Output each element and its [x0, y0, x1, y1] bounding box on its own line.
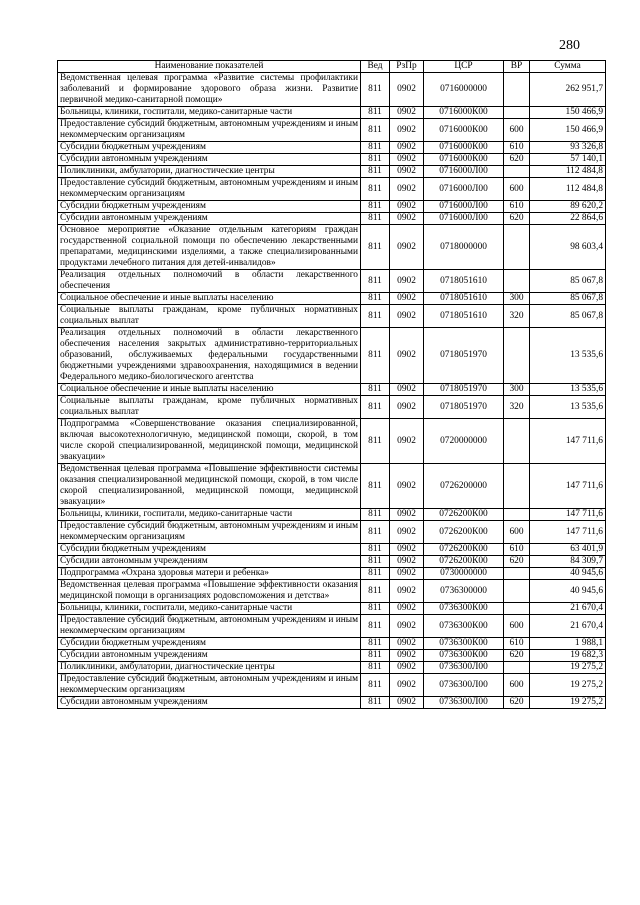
row-ved-cell: 811 [361, 293, 390, 305]
row-csr-cell: 0718051610 [424, 270, 504, 293]
row-vr-cell [504, 73, 530, 107]
table-row [58, 674, 606, 697]
row-name-cell: Реализация отдельных полномочий в области лекарственного обеспечения населения закрытых административно-территориальных образований, обслуживаемых федеральными государственными бюджетными учреждениями здравоохранения, находящимися в ведении Федерального медико-биологического агентства [58, 328, 361, 384]
row-rzpr-cell: 0902 [390, 107, 424, 119]
row-vr-cell: 320 [504, 396, 530, 419]
row-sum-cell: 112 484,8 [530, 166, 606, 178]
row-name-cell: Субсидии автономным учреждениям [58, 154, 361, 166]
row-rzpr-cell: 0902 [390, 396, 424, 419]
row-name-cell: Поликлиники, амбулатории, диагностические центры [58, 166, 361, 178]
row-csr-cell: 0726200К00 [424, 521, 504, 544]
row-csr-cell: 0736300К00 [424, 638, 504, 650]
row-name-cell: Предоставление субсидий бюджетным, автономным учреждениям и иным некоммерческим организациям [58, 178, 361, 201]
row-vr-cell: 300 [504, 293, 530, 305]
row-name-cell: Субсидии бюджетным учреждениям [58, 638, 361, 650]
column-header-rzpr: РзПр [390, 61, 424, 73]
row-name-cell: Больницы, клиники, госпитали, медико-санитарные части [58, 603, 361, 615]
row-csr-cell: 0716000000 [424, 73, 504, 107]
row-ved-cell: 811 [361, 384, 390, 396]
row-vr-cell: 620 [504, 650, 530, 662]
row-sum-cell: 147 711,6 [530, 521, 606, 544]
row-sum-cell: 13 535,6 [530, 328, 606, 384]
row-ved-cell: 811 [361, 580, 390, 603]
row-name-cell: Предоставление субсидий бюджетным, автономным учреждениям и иным некоммерческим организациям [58, 521, 361, 544]
column-header-sum: Сумма [530, 61, 606, 73]
row-name-cell: Ведомственная целевая программа «Повышение эффективности системы оказания специализированной медицинской помощи, скорой, в том числе скорой специализированной, медицинской помощи, медицинской эвакуации» [58, 464, 361, 509]
row-sum-cell: 150 466,9 [530, 107, 606, 119]
column-header-csr: ЦСР [424, 61, 504, 73]
table-row [58, 568, 606, 580]
row-rzpr-cell: 0902 [390, 638, 424, 650]
table-row [58, 615, 606, 638]
row-rzpr-cell: 0902 [390, 556, 424, 568]
table-header-row [58, 61, 606, 73]
row-name-cell: Субсидии автономным учреждениям [58, 697, 361, 709]
row-vr-cell: 620 [504, 213, 530, 225]
row-name-cell: Ведомственная целевая программа «Развитие системы профилактики заболеваний и формирование здорового образа жизни. Развитие первичной медико-санитарной помощи» [58, 73, 361, 107]
table-body [58, 73, 606, 709]
page-number: 280 [559, 38, 580, 53]
row-rzpr-cell: 0902 [390, 697, 424, 709]
row-vr-cell [504, 509, 530, 521]
row-csr-cell: 0736300000 [424, 580, 504, 603]
row-csr-cell: 0718000000 [424, 225, 504, 270]
row-rzpr-cell: 0902 [390, 154, 424, 166]
row-sum-cell: 147 711,6 [530, 509, 606, 521]
row-csr-cell: 0718051970 [424, 396, 504, 419]
table-row [58, 556, 606, 568]
row-vr-cell: 300 [504, 384, 530, 396]
row-rzpr-cell: 0902 [390, 73, 424, 107]
row-csr-cell: 0730000000 [424, 568, 504, 580]
row-csr-cell: 0726200000 [424, 464, 504, 509]
row-ved-cell: 811 [361, 615, 390, 638]
row-rzpr-cell: 0902 [390, 544, 424, 556]
column-header-vr: ВР [504, 61, 530, 73]
row-name-cell: Субсидии автономным учреждениям [58, 650, 361, 662]
table-row [58, 603, 606, 615]
row-vr-cell [504, 328, 530, 384]
row-csr-cell: 0716000Л00 [424, 201, 504, 213]
row-vr-cell: 610 [504, 638, 530, 650]
row-name-cell: Подпрограмма «Совершенствование оказания специализированной, включая высокотехнологичную, медицинской помощи, скорой, в том числе скорой специализированной, медицинской помощи, медицинской эвакуации» [58, 419, 361, 464]
row-ved-cell: 811 [361, 328, 390, 384]
row-sum-cell: 63 401,9 [530, 544, 606, 556]
row-ved-cell: 811 [361, 697, 390, 709]
row-name-cell: Реализация отдельных полномочий в области лекарственного обеспечения [58, 270, 361, 293]
table-row [58, 419, 606, 464]
row-vr-cell: 600 [504, 119, 530, 142]
table-row [58, 154, 606, 166]
row-csr-cell: 0726200К00 [424, 509, 504, 521]
row-rzpr-cell: 0902 [390, 674, 424, 697]
row-vr-cell [504, 580, 530, 603]
row-rzpr-cell: 0902 [390, 225, 424, 270]
row-ved-cell: 811 [361, 638, 390, 650]
row-name-cell: Предоставление субсидий бюджетным, автономным учреждениям и иным некоммерческим организациям [58, 615, 361, 638]
row-ved-cell: 811 [361, 464, 390, 509]
row-ved-cell: 811 [361, 419, 390, 464]
row-ved-cell: 811 [361, 603, 390, 615]
row-sum-cell: 19 682,3 [530, 650, 606, 662]
row-sum-cell: 98 603,4 [530, 225, 606, 270]
row-csr-cell: 0736300К00 [424, 603, 504, 615]
table-row [58, 638, 606, 650]
row-rzpr-cell: 0902 [390, 166, 424, 178]
table-row [58, 396, 606, 419]
row-name-cell: Подпрограмма «Охрана здоровья матери и ребенка» [58, 568, 361, 580]
row-name-cell: Субсидии бюджетным учреждениям [58, 544, 361, 556]
row-csr-cell: 0716000К00 [424, 154, 504, 166]
row-csr-cell: 0716000К00 [424, 107, 504, 119]
row-rzpr-cell: 0902 [390, 293, 424, 305]
table-row [58, 464, 606, 509]
row-csr-cell: 0716000Л00 [424, 178, 504, 201]
row-name-cell: Больницы, клиники, госпитали, медико-санитарные части [58, 107, 361, 119]
row-name-cell: Социальное обеспечение и иные выплаты населению [58, 293, 361, 305]
row-csr-cell: 0726200К00 [424, 556, 504, 568]
row-ved-cell: 811 [361, 662, 390, 674]
table-row [58, 178, 606, 201]
row-sum-cell: 112 484,8 [530, 178, 606, 201]
row-rzpr-cell: 0902 [390, 662, 424, 674]
row-ved-cell: 811 [361, 568, 390, 580]
row-vr-cell: 600 [504, 178, 530, 201]
table-row [58, 225, 606, 270]
row-sum-cell: 150 466,9 [530, 119, 606, 142]
row-sum-cell: 84 309,7 [530, 556, 606, 568]
row-csr-cell: 0736300Л00 [424, 662, 504, 674]
row-rzpr-cell: 0902 [390, 201, 424, 213]
row-vr-cell: 600 [504, 521, 530, 544]
row-name-cell: Субсидии бюджетным учреждениям [58, 142, 361, 154]
row-sum-cell: 19 275,2 [530, 662, 606, 674]
row-ved-cell: 811 [361, 107, 390, 119]
row-name-cell: Субсидии автономным учреждениям [58, 556, 361, 568]
row-rzpr-cell: 0902 [390, 384, 424, 396]
row-ved-cell: 811 [361, 544, 390, 556]
table-row [58, 328, 606, 384]
row-vr-cell: 620 [504, 697, 530, 709]
row-name-cell: Ведомственная целевая программа «Повышение эффективности оказания медицинской помощи в организациях родовспоможения и детства» [58, 580, 361, 603]
row-sum-cell: 147 711,6 [530, 464, 606, 509]
row-name-cell: Поликлиники, амбулатории, диагностические центры [58, 662, 361, 674]
row-csr-cell: 0716000К00 [424, 119, 504, 142]
row-ved-cell: 811 [361, 270, 390, 293]
row-vr-cell: 610 [504, 201, 530, 213]
row-vr-cell [504, 107, 530, 119]
row-vr-cell: 600 [504, 674, 530, 697]
row-name-cell: Социальные выплаты гражданам, кроме публичных нормативных социальных выплат [58, 396, 361, 419]
table-row [58, 213, 606, 225]
row-vr-cell: 620 [504, 556, 530, 568]
row-sum-cell: 89 620,2 [530, 201, 606, 213]
row-sum-cell: 85 067,8 [530, 293, 606, 305]
row-sum-cell: 1 988,1 [530, 638, 606, 650]
row-csr-cell: 0718051610 [424, 305, 504, 328]
table-row [58, 697, 606, 709]
row-sum-cell: 262 951,7 [530, 73, 606, 107]
row-vr-cell: 600 [504, 615, 530, 638]
row-sum-cell: 85 067,8 [530, 305, 606, 328]
row-vr-cell: 620 [504, 154, 530, 166]
row-rzpr-cell: 0902 [390, 305, 424, 328]
row-vr-cell [504, 568, 530, 580]
row-ved-cell: 811 [361, 650, 390, 662]
row-ved-cell: 811 [361, 674, 390, 697]
table-row [58, 509, 606, 521]
column-header-ved: Вед [361, 61, 390, 73]
row-ved-cell: 811 [361, 154, 390, 166]
row-rzpr-cell: 0902 [390, 213, 424, 225]
row-vr-cell [504, 270, 530, 293]
row-csr-cell: 0736300К00 [424, 615, 504, 638]
row-csr-cell: 0736300Л00 [424, 674, 504, 697]
row-sum-cell: 19 275,2 [530, 697, 606, 709]
table-row [58, 270, 606, 293]
row-sum-cell: 57 140,1 [530, 154, 606, 166]
row-csr-cell: 0726200К00 [424, 544, 504, 556]
row-ved-cell: 811 [361, 119, 390, 142]
row-rzpr-cell: 0902 [390, 568, 424, 580]
row-ved-cell: 811 [361, 305, 390, 328]
row-vr-cell [504, 419, 530, 464]
row-csr-cell: 0720000000 [424, 419, 504, 464]
row-ved-cell: 811 [361, 521, 390, 544]
row-name-cell: Социальные выплаты гражданам, кроме публичных нормативных социальных выплат [58, 305, 361, 328]
row-rzpr-cell: 0902 [390, 270, 424, 293]
table-row [58, 650, 606, 662]
table-row [58, 73, 606, 107]
row-ved-cell: 811 [361, 201, 390, 213]
table-row [58, 201, 606, 213]
row-ved-cell: 811 [361, 556, 390, 568]
row-rzpr-cell: 0902 [390, 178, 424, 201]
row-ved-cell: 811 [361, 142, 390, 154]
row-rzpr-cell: 0902 [390, 650, 424, 662]
table-row [58, 662, 606, 674]
row-rzpr-cell: 0902 [390, 328, 424, 384]
row-sum-cell: 147 711,6 [530, 419, 606, 464]
table-row [58, 107, 606, 119]
row-name-cell: Субсидии автономным учреждениям [58, 213, 361, 225]
table-row [58, 119, 606, 142]
row-sum-cell: 40 945,6 [530, 580, 606, 603]
row-vr-cell [504, 464, 530, 509]
row-ved-cell: 811 [361, 509, 390, 521]
row-ved-cell: 811 [361, 396, 390, 419]
row-rzpr-cell: 0902 [390, 603, 424, 615]
row-sum-cell: 21 670,4 [530, 603, 606, 615]
table-row [58, 293, 606, 305]
row-rzpr-cell: 0902 [390, 119, 424, 142]
row-vr-cell: 320 [504, 305, 530, 328]
table-row [58, 166, 606, 178]
row-ved-cell: 811 [361, 213, 390, 225]
row-sum-cell: 13 535,6 [530, 384, 606, 396]
row-name-cell: Предоставление субсидий бюджетным, автономным учреждениям и иным некоммерческим организациям [58, 674, 361, 697]
row-ved-cell: 811 [361, 225, 390, 270]
row-vr-cell [504, 603, 530, 615]
row-sum-cell: 13 535,6 [530, 396, 606, 419]
row-rzpr-cell: 0902 [390, 580, 424, 603]
row-rzpr-cell: 0902 [390, 142, 424, 154]
table-row [58, 521, 606, 544]
row-sum-cell: 22 864,6 [530, 213, 606, 225]
row-ved-cell: 811 [361, 166, 390, 178]
row-rzpr-cell: 0902 [390, 509, 424, 521]
row-csr-cell: 0718051610 [424, 293, 504, 305]
table-row [58, 305, 606, 328]
row-sum-cell: 93 326,8 [530, 142, 606, 154]
row-csr-cell: 0716000Л00 [424, 166, 504, 178]
table-row [58, 142, 606, 154]
row-ved-cell: 811 [361, 178, 390, 201]
row-rzpr-cell: 0902 [390, 419, 424, 464]
row-rzpr-cell: 0902 [390, 615, 424, 638]
row-name-cell: Больницы, клиники, госпитали, медико-санитарные части [58, 509, 361, 521]
table-row [58, 544, 606, 556]
row-rzpr-cell: 0902 [390, 464, 424, 509]
table-row [58, 384, 606, 396]
row-csr-cell: 0716000К00 [424, 142, 504, 154]
row-csr-cell: 0716000Л00 [424, 213, 504, 225]
row-name-cell: Социальное обеспечение и иные выплаты населению [58, 384, 361, 396]
row-vr-cell: 610 [504, 544, 530, 556]
row-ved-cell: 811 [361, 73, 390, 107]
row-csr-cell: 0718051970 [424, 328, 504, 384]
row-name-cell: Предоставление субсидий бюджетным, автономным учреждениям и иным некоммерческим организациям [58, 119, 361, 142]
budget-table [57, 60, 606, 709]
row-csr-cell: 0736300К00 [424, 650, 504, 662]
row-vr-cell [504, 166, 530, 178]
row-sum-cell: 19 275,2 [530, 674, 606, 697]
row-rzpr-cell: 0902 [390, 521, 424, 544]
row-name-cell: Субсидии бюджетным учреждениям [58, 201, 361, 213]
row-vr-cell [504, 225, 530, 270]
row-name-cell: Основное мероприятие «Оказание отдельным категориям граждан государственной социальной помощи по обеспечению лекарственными препаратами, медицинскими изделиями, а также специализированными продуктами лечебного питания для детей-инвалидов» [58, 225, 361, 270]
table-row [58, 580, 606, 603]
row-vr-cell [504, 662, 530, 674]
row-vr-cell: 610 [504, 142, 530, 154]
column-header-name: Наименование показателей [58, 61, 361, 73]
row-csr-cell: 0718051970 [424, 384, 504, 396]
row-csr-cell: 0736300Л00 [424, 697, 504, 709]
row-sum-cell: 40 945,6 [530, 568, 606, 580]
row-sum-cell: 85 067,8 [530, 270, 606, 293]
row-sum-cell: 21 670,4 [530, 615, 606, 638]
